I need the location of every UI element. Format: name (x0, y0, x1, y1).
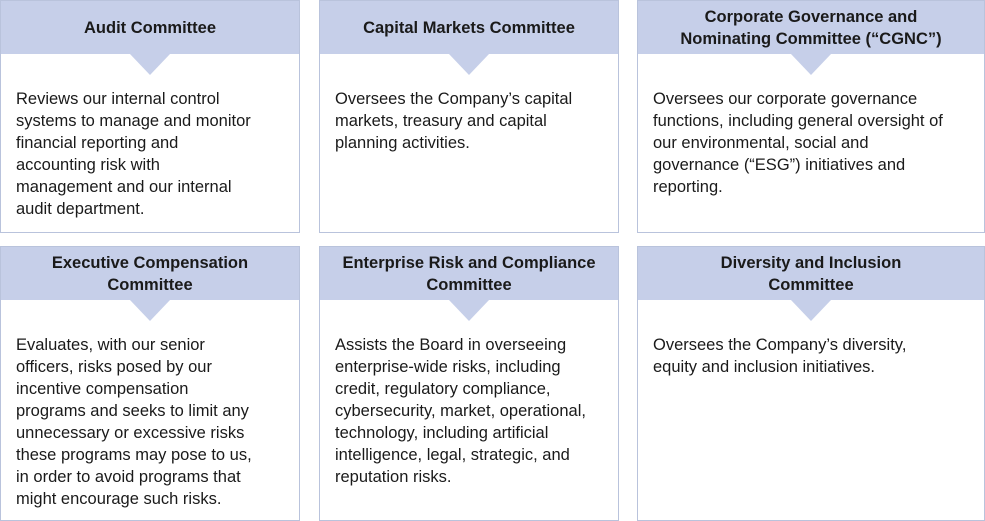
cgnc-committee-card (637, 0, 985, 233)
card-title: Audit Committee (84, 18, 216, 37)
capital-markets-committee-card (319, 0, 619, 233)
card-description: Assists the Board in overseeing enterprise-wide risks, including credit, regulatory compliance, cybersecurity, market, operational, technology, including artificial intelligence, legal, strategic, and reputation risks. (335, 336, 586, 486)
card-description: Oversees the Company’s diversity, equity and inclusion initiatives. (653, 336, 907, 376)
card-header (320, 1, 618, 54)
card-description: Oversees the Company’s capital markets, treasury and capital planning activities. (335, 90, 573, 152)
enterprise-risk-compliance-committee-card (319, 246, 619, 521)
down-arrow-icon (130, 300, 170, 321)
card-title: Diversity and Inclusion Committee (720, 253, 902, 294)
card-title: Executive Compensation Committee (51, 253, 249, 294)
card-description: Reviews our internal control systems to manage and monitor financial reporting and accounting risk with management and our internal audit department. (16, 90, 251, 218)
down-arrow-icon (791, 54, 831, 75)
card-header (1, 1, 299, 54)
card-title: Capital Markets Committee (363, 18, 575, 37)
card-header (638, 1, 984, 54)
audit-committee-card (0, 0, 300, 233)
card-title: Enterprise Risk and Compliance Committee (342, 253, 596, 294)
down-arrow-icon (449, 300, 489, 321)
card-title: Corporate Governance and Nominating Committee (“CGNC”) (680, 7, 942, 48)
down-arrow-icon (449, 54, 489, 75)
card-header (320, 247, 618, 300)
diversity-inclusion-committee-card (637, 246, 985, 521)
card-description: Oversees our corporate governance functions, including general oversight of our environmental, social and governance (“ESG”) initiatives and reporting. (653, 90, 943, 196)
card-header (638, 247, 984, 300)
down-arrow-icon (130, 54, 170, 75)
executive-compensation-committee-card (0, 246, 300, 521)
card-header (1, 247, 299, 300)
card-description: Evaluates, with our senior officers, risks posed by our incentive compensation programs and seeks to limit any unnecessary or excessive risks these programs may pose to us, in order to avoid programs that might encourage such risks. (16, 336, 252, 508)
down-arrow-icon (791, 300, 831, 321)
